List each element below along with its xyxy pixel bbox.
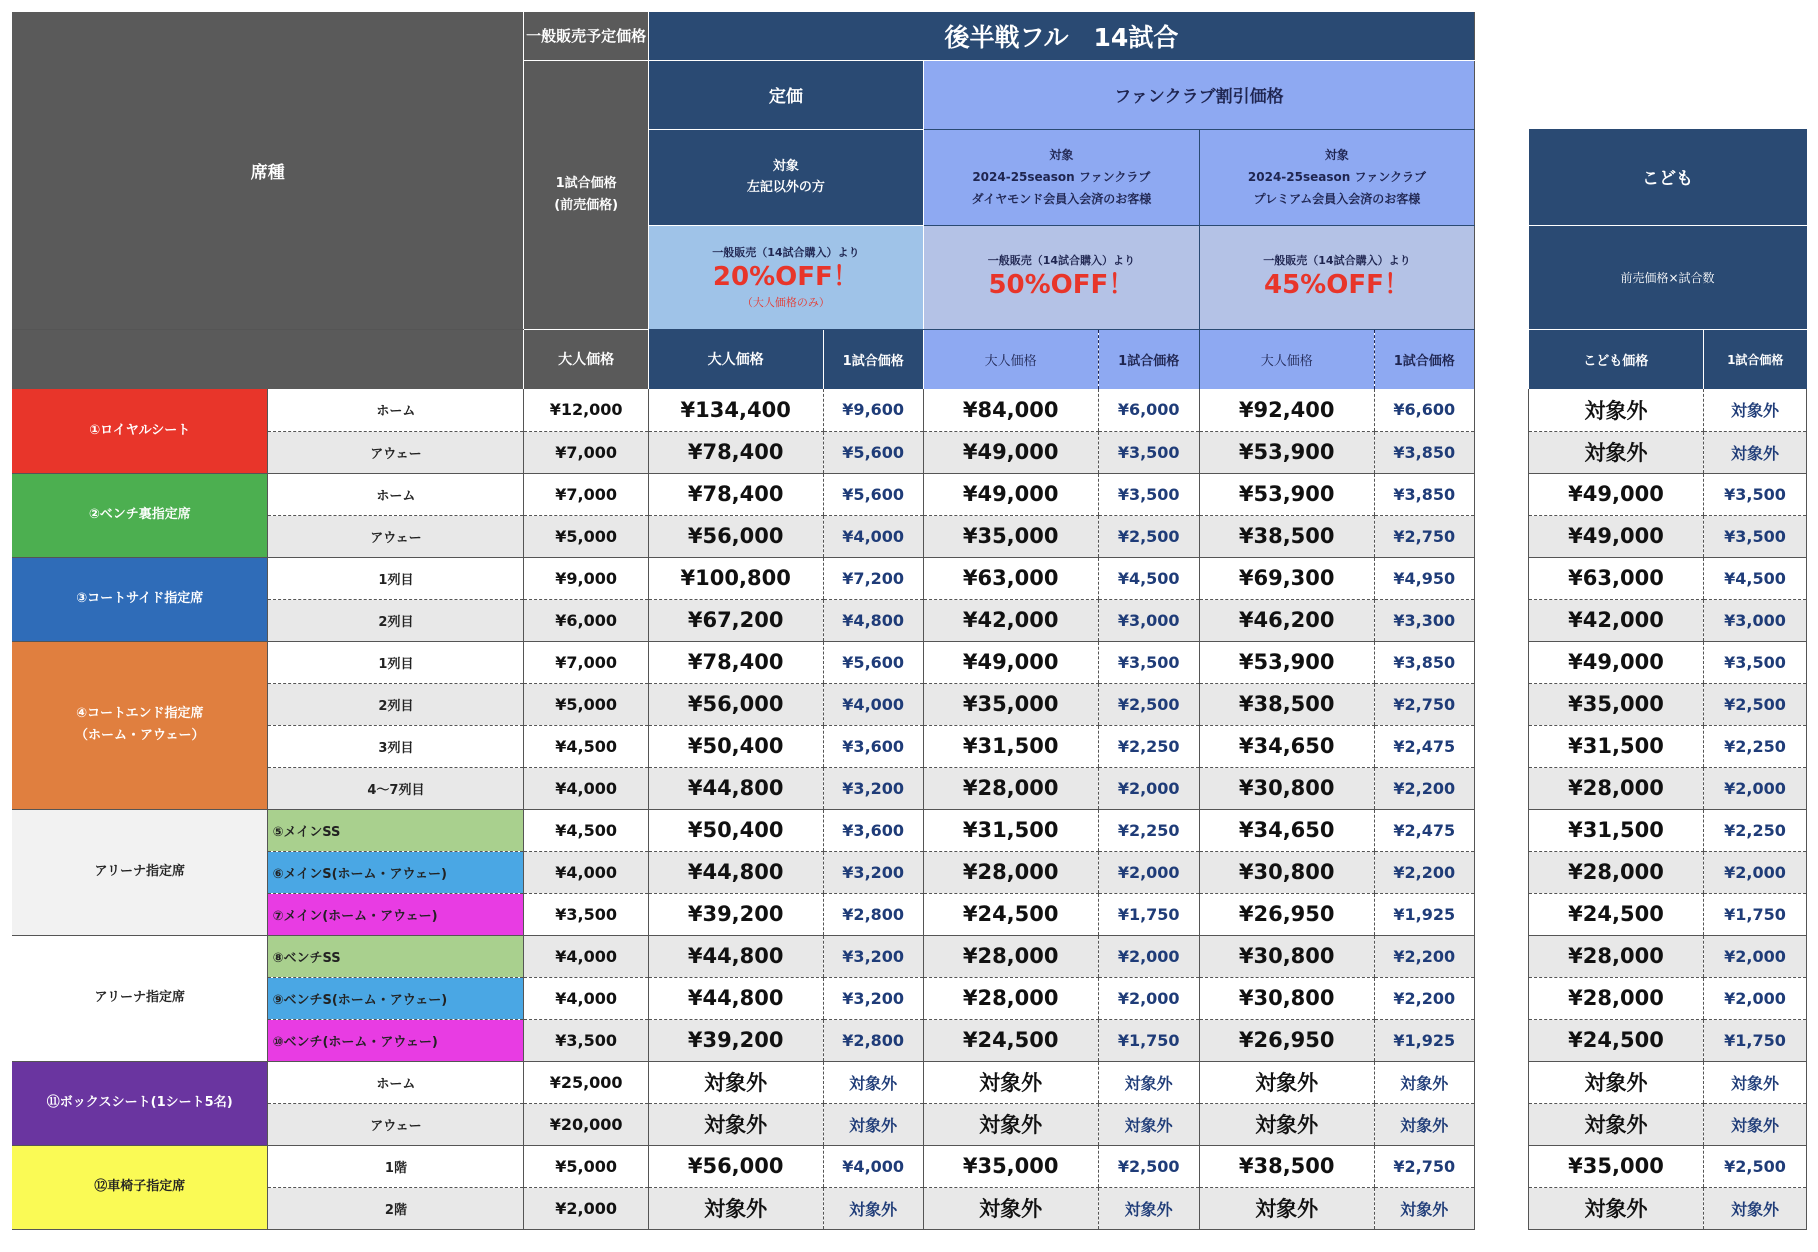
regular-adult-price: 対象外 [648, 1103, 823, 1145]
premium-single-price: ¥2,750 [1374, 683, 1474, 725]
kids-table-row [1529, 1061, 1807, 1103]
kids-table-row [1529, 767, 1807, 809]
diamond-single-price: ¥2,500 [1098, 1145, 1199, 1187]
regular-adult-price: ¥100,800 [648, 557, 823, 599]
premium-adult-price: ¥30,800 [1199, 851, 1374, 893]
diamond-single-price: ¥2,000 [1098, 767, 1199, 809]
diamond-adult-price: ¥24,500 [923, 1019, 1098, 1061]
premium-single-price: 対象外 [1374, 1103, 1474, 1145]
general-price: ¥12,000 [524, 389, 648, 431]
diamond-single-price: 対象外 [1098, 1103, 1199, 1145]
kids-title: こども [1529, 129, 1807, 225]
discount-premium-note: 一般販売（14試合購入）より [1263, 254, 1411, 267]
diamond-adult-price: ¥31,500 [923, 809, 1098, 851]
kid-price: ¥28,000 [1529, 851, 1704, 893]
diamond-adult-price: 対象外 [923, 1061, 1098, 1103]
diamond-adult-price: ¥28,000 [923, 851, 1098, 893]
diamond-single-price: 対象外 [1098, 1061, 1199, 1103]
diamond-single-price: ¥3,000 [1098, 599, 1199, 641]
kids-table-row [1529, 935, 1807, 977]
target-premium: 対象 2024-25season ファンクラブ プレミアム会員入会済のお客様 [1199, 129, 1474, 225]
kids-table-row [1529, 515, 1807, 557]
kids-table-row [1529, 599, 1807, 641]
kids-table-row [1529, 851, 1807, 893]
seat-subtype: ⑩ベンチ(ホーム・アウェー) [268, 1019, 524, 1061]
diamond-adult-price: ¥84,000 [923, 389, 1098, 431]
regular-adult-price: ¥44,800 [648, 767, 823, 809]
seat-subtype: アウェー [268, 431, 524, 473]
seat-category: アリーナ指定席 [12, 935, 268, 1061]
premium-adult-price: ¥34,650 [1199, 725, 1374, 767]
general-price: ¥3,500 [524, 893, 648, 935]
regular-single-price: 対象外 [823, 1061, 923, 1103]
kid-single-price: ¥1,750 [1704, 893, 1807, 935]
kid-single-price: ¥2,000 [1704, 935, 1807, 977]
kid-single-price: 対象外 [1704, 389, 1807, 431]
regular-adult-price: ¥44,800 [648, 977, 823, 1019]
regular-single-price: ¥4,000 [823, 683, 923, 725]
table-row [12, 809, 1475, 851]
diamond-single-price: 対象外 [1098, 1187, 1199, 1229]
discount-diamond-pct: 50%OFF！ [988, 270, 1135, 300]
kids-price-table [1528, 129, 1807, 1230]
diamond-adult-price: ¥35,000 [923, 515, 1098, 557]
general-price: ¥3,500 [524, 1019, 648, 1061]
discount-diamond-note: 一般販売（14試合購入）より [987, 254, 1136, 267]
seat-subtype: アウェー [268, 515, 524, 557]
col-premium-adult: 大人価格 [1199, 329, 1374, 389]
general-price: ¥6,000 [524, 599, 648, 641]
diamond-single-price: ¥2,500 [1098, 683, 1199, 725]
kid-single-price: 対象外 [1704, 1187, 1807, 1229]
premium-single-price: ¥2,200 [1374, 851, 1474, 893]
regular-single-price: ¥4,000 [823, 1145, 923, 1187]
regular-single-price: ¥3,600 [823, 809, 923, 851]
premium-adult-price: 対象外 [1199, 1061, 1374, 1103]
table-row [12, 1061, 1475, 1103]
price-table [12, 12, 1475, 1230]
diamond-single-price: ¥2,000 [1098, 935, 1199, 977]
seat-subtype: ⑧ベンチSS [268, 935, 524, 977]
kid-single-price: ¥3,000 [1704, 599, 1807, 641]
discount-premium [1199, 225, 1474, 329]
discount-diamond [923, 225, 1199, 329]
seat-subtype: 3列目 [268, 725, 524, 767]
seat-subtype: 1階 [268, 1145, 524, 1187]
general-price: ¥20,000 [524, 1103, 648, 1145]
col-adult-general: 大人価格 [524, 329, 648, 389]
seat-subtype: 1列目 [268, 641, 524, 683]
table-row [12, 557, 1475, 599]
kids-table-row [1529, 809, 1807, 851]
diamond-single-price: ¥3,500 [1098, 473, 1199, 515]
regular-single-price: ¥3,200 [823, 851, 923, 893]
kid-single-price: ¥2,000 [1704, 767, 1807, 809]
col-regular-single: 1試合価格 [823, 329, 923, 389]
kid-price: ¥31,500 [1529, 809, 1704, 851]
kid-price: 対象外 [1529, 1103, 1704, 1145]
regular-adult-price: ¥50,400 [648, 725, 823, 767]
premium-single-price: ¥3,850 [1374, 431, 1474, 473]
kid-price: ¥31,500 [1529, 725, 1704, 767]
seat-subtype: ⑥メインS(ホーム・アウェー) [268, 851, 524, 893]
regular-adult-price: ¥44,800 [648, 851, 823, 893]
seat-subtype: アウェー [268, 1103, 524, 1145]
premium-adult-price: ¥38,500 [1199, 515, 1374, 557]
kids-table-row [1529, 431, 1807, 473]
general-price: ¥4,500 [524, 725, 648, 767]
premium-adult-price: ¥53,900 [1199, 473, 1374, 515]
seat-category: ③コートサイド指定席 [12, 557, 268, 641]
discount-regular-pct: 20%OFF！ [712, 262, 859, 292]
diamond-single-price: ¥3,500 [1098, 431, 1199, 473]
kids-table-row [1529, 725, 1807, 767]
table-row [12, 1145, 1475, 1187]
kid-single-price: 対象外 [1704, 1103, 1807, 1145]
col-diamond-single: 1試合価格 [1098, 329, 1199, 389]
kids-table-row [1529, 641, 1807, 683]
col-regular-adult: 大人価格 [648, 329, 823, 389]
general-price: ¥5,000 [524, 1145, 648, 1187]
seat-subtype: 2列目 [268, 599, 524, 641]
regular-single-price: ¥3,200 [823, 767, 923, 809]
diamond-single-price: ¥4,500 [1098, 557, 1199, 599]
kids-table-row [1529, 977, 1807, 1019]
regular-adult-price: 対象外 [648, 1061, 823, 1103]
diamond-adult-price: ¥31,500 [923, 725, 1098, 767]
kid-price: 対象外 [1529, 1061, 1704, 1103]
seat-subtype: ⑤メインSS [268, 809, 524, 851]
kid-price: ¥28,000 [1529, 767, 1704, 809]
general-price-note: 1試合価格 (前売価格) [524, 60, 648, 329]
kid-price: ¥49,000 [1529, 473, 1704, 515]
table-row [12, 389, 1475, 431]
premium-single-price: ¥2,200 [1374, 767, 1474, 809]
premium-adult-price: ¥30,800 [1199, 767, 1374, 809]
target-regular: 対象 左記以外の方 [648, 129, 923, 225]
regular-adult-price: ¥56,000 [648, 1145, 823, 1187]
regular-price-header: 定価 [648, 60, 923, 129]
seat-subtype: ホーム [268, 1061, 524, 1103]
premium-single-price: ¥4,950 [1374, 557, 1474, 599]
premium-adult-price: ¥30,800 [1199, 935, 1374, 977]
regular-single-price: ¥5,600 [823, 641, 923, 683]
premium-single-price: ¥3,300 [1374, 599, 1474, 641]
diamond-single-price: ¥2,250 [1098, 725, 1199, 767]
table-row [12, 473, 1475, 515]
regular-single-price: ¥2,800 [823, 1019, 923, 1061]
regular-adult-price: ¥78,400 [648, 473, 823, 515]
diamond-adult-price: 対象外 [923, 1187, 1098, 1229]
kids-table-row [1529, 893, 1807, 935]
general-price: ¥4,500 [524, 809, 648, 851]
discount-regular-note: 一般販売（14試合購入）より [712, 246, 860, 259]
seat-subtype: 2列目 [268, 683, 524, 725]
premium-adult-price: ¥26,950 [1199, 893, 1374, 935]
discount-premium-pct: 45%OFF！ [1264, 270, 1410, 300]
kid-price: ¥35,000 [1529, 1145, 1704, 1187]
col-kid-adult: こども価格 [1529, 329, 1704, 389]
general-price: ¥5,000 [524, 515, 648, 557]
premium-adult-price: 対象外 [1199, 1103, 1374, 1145]
kid-single-price: ¥2,250 [1704, 809, 1807, 851]
premium-adult-price: ¥69,300 [1199, 557, 1374, 599]
col-diamond-adult: 大人価格 [923, 329, 1098, 389]
premium-single-price: ¥2,750 [1374, 515, 1474, 557]
premium-adult-price: 対象外 [1199, 1187, 1374, 1229]
kid-single-price: ¥3,500 [1704, 473, 1807, 515]
kids-table-row [1529, 1019, 1807, 1061]
regular-adult-price: ¥67,200 [648, 599, 823, 641]
general-price: ¥7,000 [524, 431, 648, 473]
kid-single-price: ¥2,500 [1704, 683, 1807, 725]
regular-adult-price: ¥39,200 [648, 893, 823, 935]
seat-category: ⑫車椅子指定席 [12, 1145, 268, 1229]
regular-single-price: ¥7,200 [823, 557, 923, 599]
kid-single-price: 対象外 [1704, 1061, 1807, 1103]
diamond-adult-price: ¥28,000 [923, 935, 1098, 977]
kid-single-price: ¥2,500 [1704, 1145, 1807, 1187]
general-price: ¥7,000 [524, 641, 648, 683]
kids-table-row [1529, 1103, 1807, 1145]
diamond-single-price: ¥2,000 [1098, 851, 1199, 893]
seat-subtype: 1列目 [268, 557, 524, 599]
premium-single-price: ¥6,600 [1374, 389, 1474, 431]
diamond-adult-price: ¥63,000 [923, 557, 1098, 599]
premium-single-price: ¥2,200 [1374, 935, 1474, 977]
general-price: ¥7,000 [524, 473, 648, 515]
seat-subtype: ホーム [268, 389, 524, 431]
premium-adult-price: ¥92,400 [1199, 389, 1374, 431]
general-price: ¥2,000 [524, 1187, 648, 1229]
premium-adult-price: ¥53,900 [1199, 641, 1374, 683]
diamond-adult-price: ¥49,000 [923, 431, 1098, 473]
regular-single-price: 対象外 [823, 1187, 923, 1229]
seat-category: ①ロイヤルシート [12, 389, 268, 473]
kid-single-price: ¥4,500 [1704, 557, 1807, 599]
regular-adult-price: ¥50,400 [648, 809, 823, 851]
premium-adult-price: ¥26,950 [1199, 1019, 1374, 1061]
banner-title: 後半戦フル 14試合 [648, 12, 1474, 60]
premium-adult-price: ¥30,800 [1199, 977, 1374, 1019]
regular-single-price: ¥5,600 [823, 473, 923, 515]
seat-type-header: 席種 [12, 12, 524, 329]
seat-category: ④コートエンド指定席 （ホーム・アウェー） [12, 641, 268, 809]
kid-single-price: ¥3,500 [1704, 641, 1807, 683]
kid-price: ¥63,000 [1529, 557, 1704, 599]
premium-single-price: 対象外 [1374, 1061, 1474, 1103]
diamond-adult-price: ¥49,000 [923, 473, 1098, 515]
table-row [12, 935, 1475, 977]
diamond-adult-price: ¥28,000 [923, 767, 1098, 809]
regular-single-price: ¥3,200 [823, 935, 923, 977]
regular-single-price: ¥4,000 [823, 515, 923, 557]
table-row [12, 641, 1475, 683]
diamond-adult-price: ¥35,000 [923, 683, 1098, 725]
regular-adult-price: ¥56,000 [648, 515, 823, 557]
discount-regular-sub: （大人価格のみ） [741, 296, 830, 309]
kid-single-price: ¥1,750 [1704, 1019, 1807, 1061]
seat-type-header-bottom [12, 329, 524, 389]
diamond-adult-price: 対象外 [923, 1103, 1098, 1145]
diamond-adult-price: ¥49,000 [923, 641, 1098, 683]
premium-single-price: 対象外 [1374, 1187, 1474, 1229]
kids-table-row [1529, 1187, 1807, 1229]
general-price: ¥5,000 [524, 683, 648, 725]
regular-single-price: ¥4,800 [823, 599, 923, 641]
general-price: ¥25,000 [524, 1061, 648, 1103]
kid-price: ¥28,000 [1529, 935, 1704, 977]
kid-single-price: ¥3,500 [1704, 515, 1807, 557]
premium-single-price: ¥2,475 [1374, 725, 1474, 767]
kids-table-row [1529, 389, 1807, 431]
col-kid-single: 1試合価格 [1704, 329, 1807, 389]
regular-adult-price: ¥44,800 [648, 935, 823, 977]
premium-single-price: ¥3,850 [1374, 641, 1474, 683]
kid-price: ¥42,000 [1529, 599, 1704, 641]
kid-price: ¥49,000 [1529, 515, 1704, 557]
kids-note: 前売価格×試合数 [1529, 225, 1807, 329]
kids-table-row [1529, 683, 1807, 725]
general-price: ¥4,000 [524, 767, 648, 809]
seat-subtype: 4～7列目 [268, 767, 524, 809]
kid-single-price: ¥2,000 [1704, 851, 1807, 893]
diamond-adult-price: ¥35,000 [923, 1145, 1098, 1187]
general-price: ¥9,000 [524, 557, 648, 599]
premium-adult-price: ¥38,500 [1199, 683, 1374, 725]
diamond-adult-price: ¥24,500 [923, 893, 1098, 935]
kid-price: 対象外 [1529, 1187, 1704, 1229]
diamond-single-price: ¥1,750 [1098, 1019, 1199, 1061]
seat-category: アリーナ指定席 [12, 809, 268, 935]
target-diamond: 対象 2024-25season ファンクラブ ダイヤモンド会員入会済のお客様 [923, 129, 1199, 225]
regular-single-price: 対象外 [823, 1103, 923, 1145]
premium-adult-price: ¥53,900 [1199, 431, 1374, 473]
seat-subtype: 2階 [268, 1187, 524, 1229]
kids-table-row [1529, 557, 1807, 599]
kid-price: ¥24,500 [1529, 893, 1704, 935]
premium-single-price: ¥2,475 [1374, 809, 1474, 851]
premium-single-price: ¥3,850 [1374, 473, 1474, 515]
regular-adult-price: ¥134,400 [648, 389, 823, 431]
col-premium-single: 1試合価格 [1374, 329, 1474, 389]
kid-price: ¥49,000 [1529, 641, 1704, 683]
regular-single-price: ¥3,200 [823, 977, 923, 1019]
regular-adult-price: ¥78,400 [648, 641, 823, 683]
seat-category: ②ベンチ裏指定席 [12, 473, 268, 557]
diamond-adult-price: ¥28,000 [923, 977, 1098, 1019]
kid-single-price: ¥2,000 [1704, 977, 1807, 1019]
premium-single-price: ¥2,200 [1374, 977, 1474, 1019]
premium-adult-price: ¥38,500 [1199, 1145, 1374, 1187]
diamond-single-price: ¥6,000 [1098, 389, 1199, 431]
regular-single-price: ¥2,800 [823, 893, 923, 935]
kid-price: ¥24,500 [1529, 1019, 1704, 1061]
premium-single-price: ¥1,925 [1374, 1019, 1474, 1061]
premium-single-price: ¥1,925 [1374, 893, 1474, 935]
general-price-title: 一般販売予定価格 [524, 12, 648, 60]
kid-price: 対象外 [1529, 431, 1704, 473]
regular-single-price: ¥5,600 [823, 431, 923, 473]
kid-price: ¥35,000 [1529, 683, 1704, 725]
diamond-single-price: ¥1,750 [1098, 893, 1199, 935]
diamond-single-price: ¥3,500 [1098, 641, 1199, 683]
kids-table-row [1529, 473, 1807, 515]
kids-table-row [1529, 1145, 1807, 1187]
diamond-single-price: ¥2,250 [1098, 809, 1199, 851]
regular-adult-price: ¥78,400 [648, 431, 823, 473]
kid-price: 対象外 [1529, 389, 1704, 431]
seat-category: ⑪ボックスシート(1シート5名) [12, 1061, 268, 1145]
kid-single-price: 対象外 [1704, 431, 1807, 473]
regular-single-price: ¥9,600 [823, 389, 923, 431]
regular-single-price: ¥3,600 [823, 725, 923, 767]
kid-price: ¥28,000 [1529, 977, 1704, 1019]
diamond-single-price: ¥2,500 [1098, 515, 1199, 557]
fanclub-discount-header: ファンクラブ割引価格 [923, 60, 1474, 129]
regular-adult-price: ¥56,000 [648, 683, 823, 725]
discount-regular [648, 225, 923, 329]
premium-adult-price: ¥34,650 [1199, 809, 1374, 851]
seat-subtype: ⑦メイン(ホーム・アウェー) [268, 893, 524, 935]
kid-single-price: ¥2,250 [1704, 725, 1807, 767]
regular-adult-price: 対象外 [648, 1187, 823, 1229]
seat-subtype: ホーム [268, 473, 524, 515]
diamond-single-price: ¥2,000 [1098, 977, 1199, 1019]
general-price: ¥4,000 [524, 977, 648, 1019]
general-price: ¥4,000 [524, 935, 648, 977]
premium-adult-price: ¥46,200 [1199, 599, 1374, 641]
premium-single-price: ¥2,750 [1374, 1145, 1474, 1187]
regular-adult-price: ¥39,200 [648, 1019, 823, 1061]
diamond-adult-price: ¥42,000 [923, 599, 1098, 641]
seat-subtype: ⑨ベンチS(ホーム・アウェー) [268, 977, 524, 1019]
general-price: ¥4,000 [524, 851, 648, 893]
